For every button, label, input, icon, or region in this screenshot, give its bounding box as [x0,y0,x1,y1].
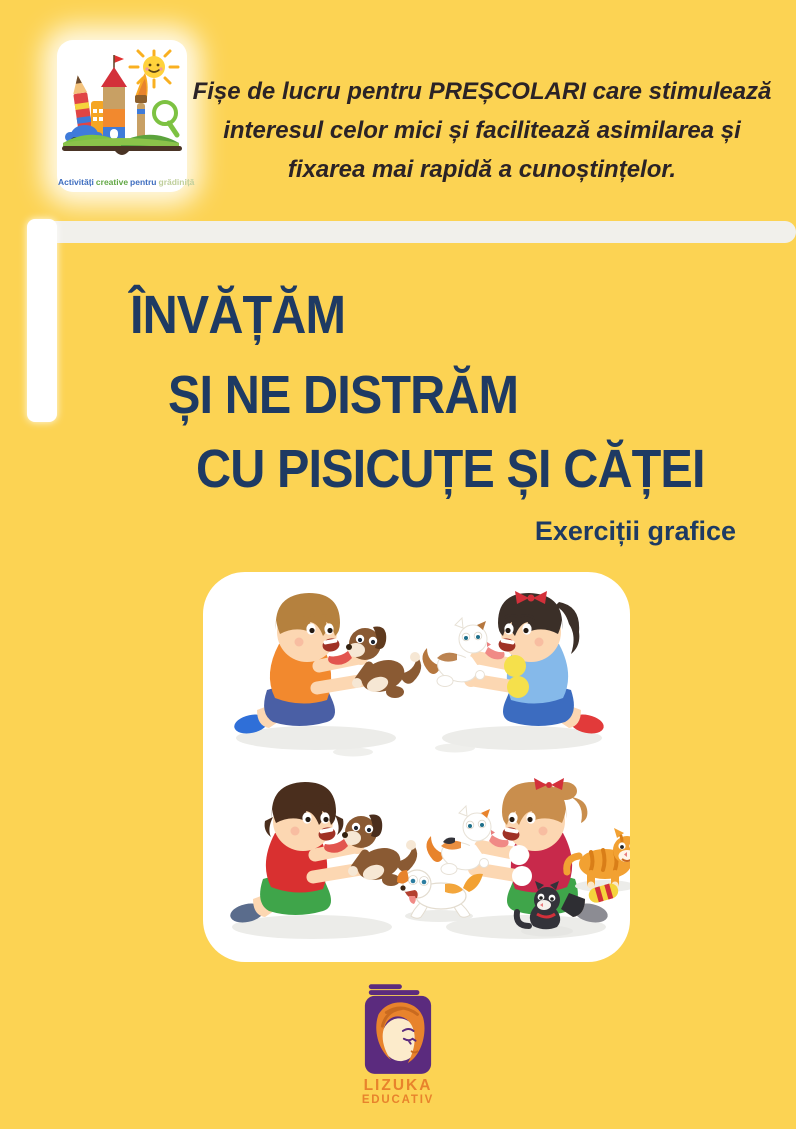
tagline-line-3: fixarea mai rapidă a cunoștințelor. [287,156,677,183]
title-line-2: ȘI NE DISTRĂM [168,365,519,425]
calico-kitten [426,806,508,875]
tagline-line-1: Fișe de lucru pentru PREȘCOLARI care stimulează [192,78,772,105]
orange-tabby-kitten [567,828,630,892]
vertical-accent-bar [27,219,57,422]
tagline [188,72,776,189]
badge-caption-word: pentru [130,177,157,187]
lizuka-book-logo [361,983,435,1077]
horizontal-accent-strip [50,221,796,243]
badge-caption-word: creative [95,177,129,187]
castle-tower-icon [101,55,127,139]
title-line-3: CU PISICUȚE ȘI CĂȚEI [196,439,705,499]
badge-caption-word: grădiniță [158,177,195,187]
publisher-badge [57,40,195,192]
tagline-line-2: interesul celor mici și facilitează asimilarea și [223,117,741,144]
running-white-puppy [397,870,483,922]
brand-name: LIZUKA [363,1077,433,1094]
white-kitten [422,618,504,687]
subtitle: Exerciții grafice [534,516,736,546]
badge-caption [57,177,195,187]
crayon-castle-icon [57,42,187,164]
magnifier-icon [154,102,177,135]
title-line-1: ÎNVĂȚĂM [130,285,346,345]
illustration-panel [203,572,630,962]
smiling-sun-icon [130,51,178,87]
brand-subname: EDUCATIV [361,1094,435,1106]
badge-caption-word: Activități [58,177,94,187]
children-pets-illustration [203,572,630,962]
